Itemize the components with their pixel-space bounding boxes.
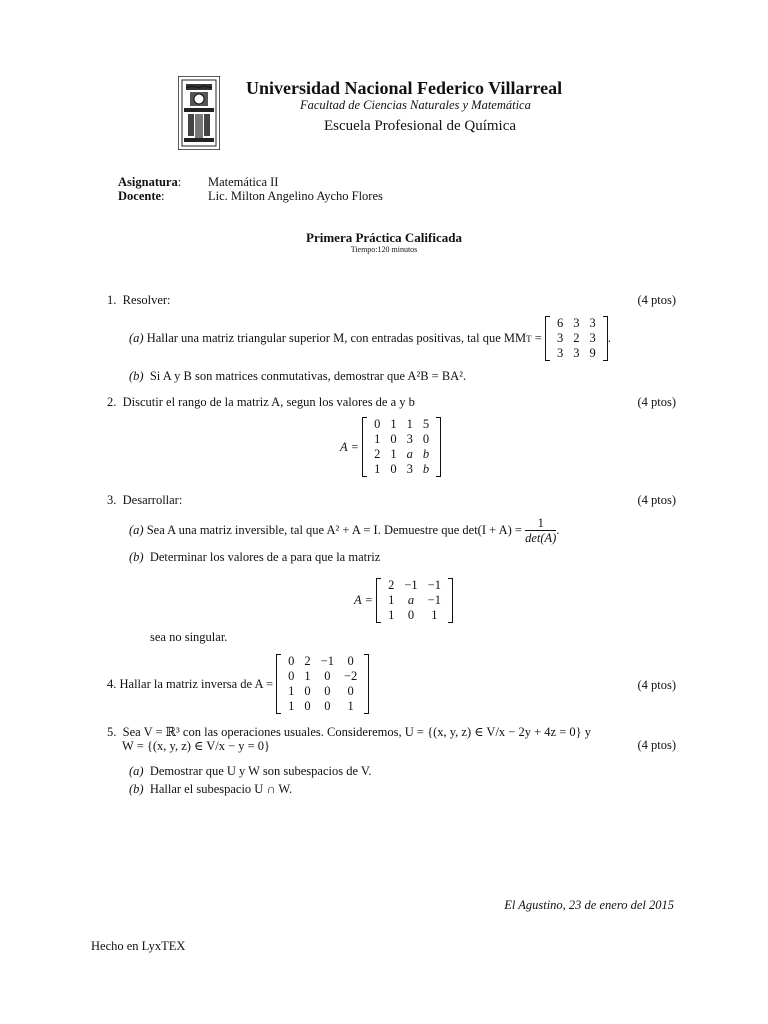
q5-b-label: (b)	[129, 782, 144, 796]
q1-a-end: .	[607, 331, 611, 345]
matrix-cell: 5	[422, 417, 430, 431]
q3-matrix	[376, 578, 453, 623]
q5-points: (4 ptos)	[637, 738, 676, 752]
subject-label: Asignatura	[118, 175, 178, 189]
q1-matrix	[545, 316, 608, 361]
q2-heading	[107, 395, 415, 410]
matrix-cell: 3	[556, 346, 564, 360]
matrix-cell: 0	[288, 669, 295, 683]
matrix-cell: 0	[422, 432, 430, 446]
fraction-denominator: det(A)	[525, 531, 557, 545]
matrix-cell: −1	[404, 578, 418, 592]
q2-text: Discutir el rango de la matriz A, segun los valores de a y b	[122, 395, 415, 409]
matrix-cell: −1	[320, 654, 334, 668]
matrix-cell: 0	[304, 699, 311, 713]
faculty-name: Facultad de Ciencias Naturales y Matemática	[300, 98, 531, 112]
matrix-cell: 2	[573, 331, 580, 345]
exam-time: Tiempo:120 minutos	[350, 245, 418, 254]
subject-value: Matemática II	[208, 175, 279, 189]
matrix-cell: 1	[388, 608, 395, 622]
q1-a-eq: =	[534, 331, 542, 345]
matrix-cell: 0	[288, 654, 295, 668]
made-with: Hecho en LyxTEX	[91, 939, 186, 953]
q1-a-sup: T	[526, 333, 532, 344]
q5-text1: Sea V = ℝ³ con las operaciones usuales. Consideremos, U = {(x, y, z) ∈ V/x − 2y + 4z = 0} y	[122, 725, 591, 739]
matrix-cell: 1	[388, 593, 395, 607]
q1-b	[129, 369, 466, 384]
q1-text: Resolver:	[122, 293, 171, 307]
q4-matrix	[276, 654, 369, 714]
matrix-cell: 3	[406, 432, 413, 446]
matrix-cell: 1	[390, 447, 397, 461]
matrix-cell: 2	[304, 654, 311, 668]
university-logo	[178, 76, 220, 150]
matrix-cell: −2	[343, 669, 358, 683]
exam-title: Primera Práctica Calificada	[306, 230, 462, 245]
q3-text: Desarrollar:	[122, 493, 183, 507]
q3-b	[129, 550, 380, 565]
q3-tail: sea no singular.	[150, 630, 228, 644]
matrix-cell: 3	[556, 331, 564, 345]
subject-row: Asignatura:	[118, 175, 182, 189]
q3-b-label: (b)	[129, 550, 144, 564]
q2-points: (4 ptos)	[637, 395, 676, 409]
q5-line2: W = {(x, y, z) ∈ V/x − y = 0}	[122, 739, 271, 753]
fraction-numerator: 1	[525, 516, 556, 531]
matrix-cell: b	[422, 462, 430, 476]
matrix-cell: 0	[390, 462, 397, 476]
q1-a	[129, 316, 611, 361]
matrix-cell: 6	[556, 316, 564, 330]
matrix-cell: −1	[427, 593, 441, 607]
matrix-cell: a	[406, 447, 413, 461]
matrix-cell: 0	[374, 417, 381, 431]
q2-number: 2.	[107, 395, 117, 409]
q5-a-label: (a)	[129, 764, 144, 778]
matrix-cell: a	[407, 593, 415, 607]
matrix-cell: 1	[304, 669, 311, 683]
matrix-cell: 1	[347, 699, 354, 713]
matrix-cell: 1	[374, 432, 381, 446]
matrix-cell: 0	[390, 432, 397, 446]
matrix-cell: 0	[304, 684, 311, 698]
q3-a-end: .	[556, 523, 560, 537]
matrix-cell: −1	[427, 578, 441, 592]
q3-a-label: (a)	[129, 523, 144, 537]
matrix-cell: 1	[406, 417, 413, 431]
q3-number: 3.	[107, 493, 117, 507]
matrix-cell: 1	[431, 608, 438, 622]
matrix-cell: 1	[288, 684, 295, 698]
matrix-cell: 0	[347, 684, 354, 698]
q1-heading	[107, 293, 171, 308]
matrix-cell: 1	[390, 417, 397, 431]
q3-a-text: Sea A una matriz inversible, tal que A² + A = I. Demuestre que det(I + A) =	[146, 523, 522, 537]
q1-b-label: (b)	[129, 369, 144, 383]
q3-a-fraction	[525, 516, 556, 545]
matrix-cell: 3	[406, 462, 413, 476]
matrix-cell: 0	[324, 684, 331, 698]
matrix-cell: b	[422, 447, 430, 461]
matrix-cell: 0	[324, 699, 331, 713]
matrix-cell: 0	[324, 669, 331, 683]
q1-a-label: (a)	[129, 331, 144, 345]
q5-b	[129, 782, 292, 797]
matrix-cell: 1	[288, 699, 295, 713]
matrix-cell: 0	[347, 654, 354, 668]
matrix-cell: 3	[573, 316, 580, 330]
q2-equation	[340, 417, 441, 477]
matrix-cell: 0	[407, 608, 415, 622]
q5-a-text: Demostrar que U y W son subespacios de V.	[149, 764, 372, 778]
q4-points: (4 ptos)	[637, 678, 676, 692]
matrix-cell: 1	[374, 462, 381, 476]
matrix-cell: 3	[589, 331, 596, 345]
teacher-row: Docente:	[118, 189, 165, 203]
q5-b-text: Hallar el subespacio U ∩ W.	[149, 782, 293, 796]
matrix-cell: 2	[374, 447, 381, 461]
matrix-cell: 3	[589, 316, 596, 330]
q2-matrix	[362, 417, 441, 477]
q4-text: Hallar la matriz inversa de A =	[119, 676, 274, 691]
matrix-cell: 3	[573, 346, 580, 360]
place-date: El Agustino, 23 de enero del 2015	[504, 898, 674, 912]
q1-points: (4 ptos)	[637, 293, 676, 307]
matrix-cell: 9	[589, 346, 596, 360]
matrix-cell: 2	[388, 578, 395, 592]
q3-heading	[107, 493, 182, 508]
q3-b-text: Determinar los valores de a para que la matriz	[149, 550, 381, 564]
university-title: Universidad Nacional Federico Villarreal	[246, 78, 563, 98]
q3-points: (4 ptos)	[637, 493, 676, 507]
school-name: Escuela Profesional de Química	[324, 118, 517, 134]
teacher-label: Docente	[118, 189, 162, 203]
q5-a	[129, 764, 371, 779]
q5-number: 5.	[107, 725, 117, 739]
q3-lhs: A =	[354, 593, 373, 607]
q1-a-text: Hallar una matriz triangular superior M, con entradas positivas, tal que MM	[146, 331, 527, 345]
teacher-value: Lic. Milton Angelino Aycho Flores	[208, 189, 383, 203]
q1-number: 1.	[107, 293, 117, 307]
q4-heading	[107, 654, 369, 714]
q1-b-text: Si A y B son matrices conmutativas, demostrar que A²B = BA².	[149, 369, 467, 383]
q2-lhs: A =	[340, 439, 359, 454]
q3-a	[129, 516, 559, 545]
q4-number: 4.	[107, 676, 117, 691]
q3-equation	[354, 578, 453, 623]
